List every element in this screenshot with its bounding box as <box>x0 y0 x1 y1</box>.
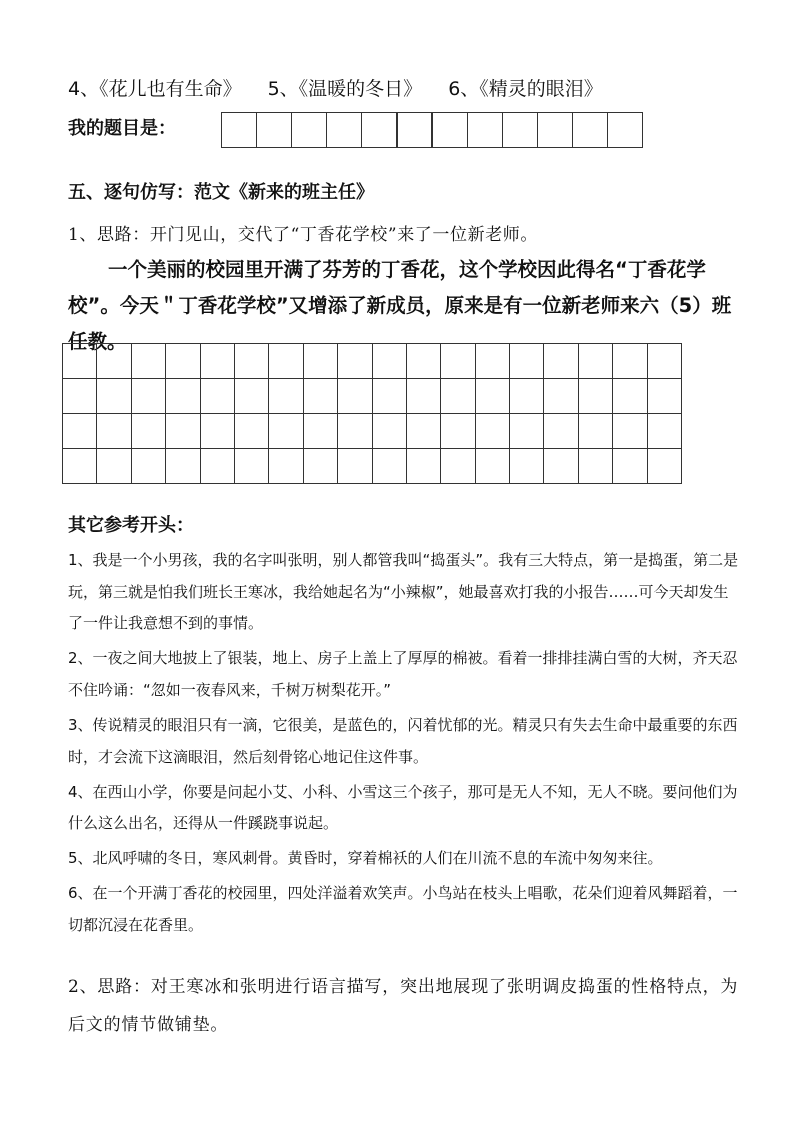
grid-cell[interactable] <box>200 414 234 449</box>
grid-cell[interactable] <box>578 344 612 379</box>
grid-cell[interactable] <box>544 414 578 449</box>
grid-cell[interactable] <box>441 379 475 414</box>
grid-cell[interactable] <box>234 344 268 379</box>
grid-cell[interactable] <box>303 449 337 484</box>
opening-item: 2、一夜之间大地披上了银装，地上、房子上盖上了厚厚的棉被。看着一排排挂满白雪的大树，齐天忍不住吟诵：“忽如一夜春风来，千树万树梨花开。” <box>68 649 738 699</box>
grid-cell[interactable] <box>269 379 303 414</box>
grid-cell[interactable] <box>510 379 544 414</box>
grid-cell[interactable] <box>131 449 165 484</box>
grid-cell[interactable] <box>303 414 337 449</box>
grid-cell[interactable] <box>406 344 440 379</box>
grid-row <box>63 344 682 379</box>
grid-cell[interactable] <box>578 414 612 449</box>
grid-cell[interactable] <box>475 379 509 414</box>
title-box[interactable] <box>431 112 467 148</box>
grid-cell[interactable] <box>475 344 509 379</box>
grid-cell[interactable] <box>63 449 97 484</box>
grid-cell[interactable] <box>97 344 131 379</box>
opening-item: 5、北风呼啸的冬日，寒风刺骨。黄昏时，穿着棉袄的人们在川流不息的车流中匆匆来往。 <box>68 849 663 868</box>
grid-cell[interactable] <box>578 449 612 484</box>
grid-cell[interactable] <box>372 414 406 449</box>
grid-cell[interactable] <box>97 414 131 449</box>
grid-row <box>63 414 682 449</box>
idea-1: 1、思路：开门见山，交代了“丁香花学校”来了一位新老师。 <box>68 225 538 245</box>
grid-cell[interactable] <box>166 414 200 449</box>
title-box[interactable] <box>607 112 643 148</box>
opening-item: 3、传说精灵的眼泪只有一滴，它很美，是蓝色的，闪着忧郁的光。精灵只有失去生命中最重要的东西时，才会流下这滴眼泪，然后刻骨铭心地记住这件事。 <box>68 715 738 766</box>
title-box[interactable] <box>221 112 257 148</box>
grid-cell[interactable] <box>372 449 406 484</box>
grid-cell[interactable] <box>166 449 200 484</box>
grid-cell[interactable] <box>578 379 612 414</box>
grid-cell[interactable] <box>269 449 303 484</box>
grid-cell[interactable] <box>544 449 578 484</box>
grid-cell[interactable] <box>234 449 268 484</box>
title-box[interactable] <box>256 112 292 148</box>
grid-cell[interactable] <box>269 344 303 379</box>
grid-cell[interactable] <box>97 449 131 484</box>
grid-cell[interactable] <box>131 379 165 414</box>
grid-cell[interactable] <box>63 379 97 414</box>
grid-cell[interactable] <box>234 414 268 449</box>
grid-cell[interactable] <box>441 449 475 484</box>
title-box[interactable] <box>396 112 432 148</box>
grid-cell[interactable] <box>647 414 681 449</box>
grid-cell[interactable] <box>63 344 97 379</box>
grid-cell[interactable] <box>441 344 475 379</box>
section-heading: 五、逐句仿写：范文《新来的班主任》 <box>68 182 374 203</box>
grid-cell[interactable] <box>613 379 647 414</box>
grid-cell[interactable] <box>303 344 337 379</box>
title-box[interactable] <box>572 112 608 148</box>
grid-cell[interactable] <box>166 344 200 379</box>
grid-cell[interactable] <box>234 379 268 414</box>
grid-cell[interactable] <box>510 344 544 379</box>
title-box[interactable] <box>361 112 397 148</box>
grid-cell[interactable] <box>510 414 544 449</box>
grid-cell[interactable] <box>544 344 578 379</box>
title-options-line <box>68 74 603 101</box>
title-box[interactable] <box>467 112 503 148</box>
title-option-4: 4、《花儿也有生命》 <box>68 78 242 100</box>
title-box[interactable] <box>326 112 362 148</box>
grid-cell[interactable] <box>200 449 234 484</box>
title-answer-boxes[interactable] <box>222 112 643 148</box>
grid-cell[interactable] <box>647 344 681 379</box>
opening-item: 4、在西山小学，你要是问起小艾、小科、小雪这三个孩子，那可是无人不知，无人不晓。要问他们为什么这么出名，还得从一件蹊跷事说起。 <box>68 782 738 833</box>
grid-cell[interactable] <box>200 379 234 414</box>
grid-cell[interactable] <box>338 344 372 379</box>
other-openings-heading: 其它参考开头： <box>68 515 194 536</box>
grid-cell[interactable] <box>166 379 200 414</box>
grid-cell[interactable] <box>372 344 406 379</box>
grid-cell[interactable] <box>338 449 372 484</box>
grid-cell[interactable] <box>613 344 647 379</box>
grid-cell[interactable] <box>269 414 303 449</box>
grid-cell[interactable] <box>97 379 131 414</box>
grid-cell[interactable] <box>475 414 509 449</box>
grid-cell[interactable] <box>510 449 544 484</box>
grid-cell[interactable] <box>200 344 234 379</box>
opening-item: 1、我是一个小男孩，我的名字叫张明，别人都管我叫“捣蛋头”。我有三大特点，第一是捣蛋，第二是玩，第三就是怕我们班长王寒冰，我给她起名为“小辣椒”，她最喜欢打我的小报告……可今天却发生了一件让我意想不到的事情。 <box>68 551 739 633</box>
grid-cell[interactable] <box>544 379 578 414</box>
idea-2: 2、思路：对王寒冰和张明进行语言描写，突出地展现了张明调皮捣蛋的性格特点，为后文的情节做铺垫。 <box>68 977 739 1035</box>
grid-cell[interactable] <box>303 379 337 414</box>
grid-cell[interactable] <box>406 449 440 484</box>
grid-cell[interactable] <box>647 379 681 414</box>
grid-cell[interactable] <box>63 414 97 449</box>
grid-cell[interactable] <box>475 449 509 484</box>
writing-grid[interactable] <box>62 343 682 484</box>
grid-row <box>63 379 682 414</box>
grid-cell[interactable] <box>613 414 647 449</box>
grid-cell[interactable] <box>406 379 440 414</box>
grid-cell[interactable] <box>613 449 647 484</box>
grid-cell[interactable] <box>647 449 681 484</box>
opening-item: 6、在一个开满丁香花的校园里，四处洋溢着欢笑声。小鸟站在枝头上唱歌，花朵们迎着风舞蹈着，一切都沉浸在花香里。 <box>68 884 738 935</box>
grid-cell[interactable] <box>338 414 372 449</box>
grid-cell[interactable] <box>131 414 165 449</box>
title-box[interactable] <box>537 112 573 148</box>
title-option-6: 6、《精灵的眼泪》 <box>448 78 603 100</box>
grid-row <box>63 449 682 484</box>
grid-cell[interactable] <box>338 379 372 414</box>
other-openings-list <box>68 545 740 945</box>
title-box[interactable] <box>502 112 538 148</box>
grid-cell[interactable] <box>441 414 475 449</box>
grid-cell[interactable] <box>372 379 406 414</box>
grid-cell[interactable] <box>131 344 165 379</box>
sample-paragraph: 一个美丽的校园里开满了芬芳的丁香花，这个学校因此得名“丁香花学校”。今天＂丁香花学校”又增添了新成员，原来是有一位新老师来六（5）班任教。 <box>68 258 732 353</box>
my-title-label: 我的题目是： <box>68 118 176 139</box>
title-box[interactable] <box>291 112 327 148</box>
title-option-5: 5、《温暖的冬日》 <box>267 78 423 100</box>
grid-cell[interactable] <box>406 414 440 449</box>
